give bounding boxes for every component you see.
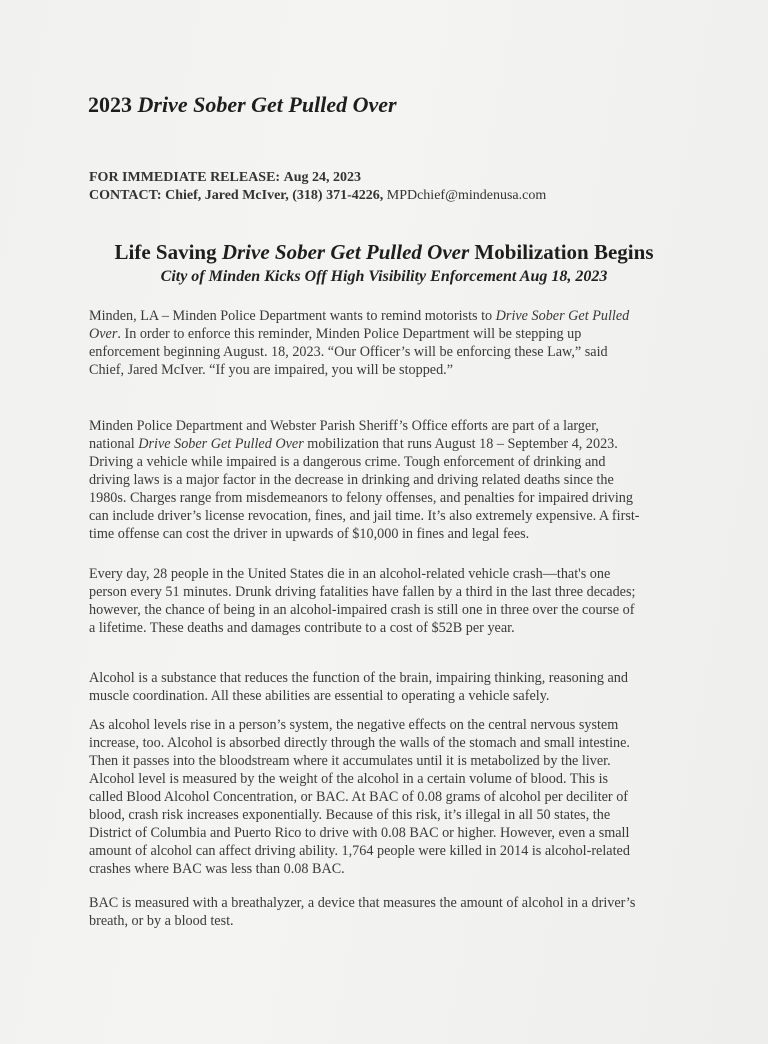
text-line: BAC is measured with a breathalyzer, a device that measures the amount of alcohol in a driver’s	[89, 895, 636, 911]
headline	[0, 240, 768, 265]
text-line: Every day, 28 people in the United States die in an alcohol-related vehicle crash—that's one	[89, 566, 611, 582]
headline-pre: Life Saving	[114, 240, 217, 264]
text-line: can include driver’s license revocation, fines, and jail time. It’s also extremely expensive. A first-	[89, 508, 640, 524]
text-line: Driving a vehicle while impaired is a dangerous crime. Tough enforcement of drinking and	[89, 454, 606, 470]
text-line: As alcohol levels rise in a person’s system, the negative effects on the central nervous system	[89, 717, 619, 733]
text-line: breath, or by a blood test.	[89, 913, 234, 929]
title-campaign: Drive Sober Get Pulled Over	[137, 92, 397, 117]
title-year: 2023	[88, 92, 132, 117]
release-label: FOR IMMEDIATE RELEASE:	[89, 170, 281, 185]
text-line: blood, crash risk increases exponentially. Because of this risk, it’s illegal in all 50 states, the	[89, 807, 611, 823]
text-run: . In order to enforce this reminder, Minden Police Department will be stepping up	[117, 326, 582, 342]
release-line	[89, 170, 361, 186]
paragraph-3	[89, 565, 689, 637]
text-line: a lifetime. These deaths and damages contribute to a cost of $52B per year.	[89, 620, 515, 636]
text-line: District of Columbia and Puerto Rico to drive with 0.08 BAC or higher. However, even a small	[89, 825, 630, 841]
contact-name: Chief, Jared McIver	[165, 188, 286, 203]
paragraph-1	[89, 307, 689, 379]
text-run: Minden, LA – Minden Police Department wants to remind motorists to	[89, 308, 493, 324]
text-line: time offense can cost the driver in upwards of $10,000 in fines and legal fees.	[89, 526, 530, 542]
italic-run: Over	[89, 326, 118, 342]
headline-post: Mobilization Begins	[474, 240, 654, 264]
text-line: driving laws is a major factor in the decrease in drinking and driving related deaths since the	[89, 472, 614, 488]
text-line: Alcohol level is measured by the weight of the alcohol in a certain volume of blood. This is	[89, 771, 609, 787]
contact-phone: , (318) 371-4226,	[285, 188, 384, 203]
paragraph-6	[89, 894, 689, 930]
headline-campaign: Drive Sober Get Pulled Over	[221, 240, 470, 264]
text-line: person every 51 minutes. Drunk driving fatalities have fallen by a third in the last three decades;	[89, 584, 636, 600]
text-line: called Blood Alcohol Concentration, or BAC. At BAC of 0.08 grams of alcohol per deciliter of	[89, 789, 629, 805]
text-line: Minden Police Department and Webster Parish Sheriff’s Office efforts are part of a larger,	[89, 418, 599, 434]
text-line: 1980s. Charges range from misdemeanors to felony offenses, and penalties for impaired driving	[89, 490, 633, 506]
text-line: increase, too. Alcohol is absorbed directly through the walls of the stomach and small intestine.	[89, 735, 630, 751]
text-line: however, the chance of being in an alcohol-impaired crash is still one in three over the course of	[89, 602, 635, 618]
text-line	[89, 307, 689, 325]
text-line: Then it passes into the bloodstream where it accumulates until it is metabolized by the liver.	[89, 753, 611, 769]
text-line: enforcement beginning August. 18, 2023. “Our Officer’s will be enforcing these Law,” said	[89, 344, 608, 360]
italic-run: Drive Sober Get Pulled Over	[138, 436, 304, 452]
text-run: mobilization that runs August 18 – September 4, 2023.	[307, 436, 618, 452]
paragraph-2	[89, 417, 689, 543]
release-date: Aug 24, 2023	[283, 170, 361, 185]
document-title	[88, 92, 397, 118]
text-line: crashes where BAC was less than 0.08 BAC.	[89, 861, 345, 877]
contact-email: MPDchief@mindenusa.com	[386, 188, 547, 203]
text-line	[89, 435, 689, 453]
text-line: Alcohol is a substance that reduces the function of the brain, impairing thinking, reasoning and	[89, 670, 628, 686]
text-line	[89, 325, 689, 343]
paragraph-4	[89, 669, 689, 705]
subheadline: City of Minden Kicks Off High Visibility Enforcement Aug 18, 2023	[160, 268, 608, 285]
paragraph-5	[89, 716, 689, 878]
text-line: muscle coordination. All these abilities are essential to operating a vehicle safely.	[89, 688, 550, 704]
text-run: national	[89, 436, 135, 452]
text-line: Chief, Jared McIver. “If you are impaired, you will be stopped.”	[89, 362, 454, 378]
contact-label: CONTACT:	[89, 188, 162, 203]
contact-line	[89, 188, 546, 204]
text-line: amount of alcohol can affect driving ability. 1,764 people were killed in 2014 is alcohol-related	[89, 843, 630, 859]
italic-run: Drive Sober Get Pulled	[495, 308, 630, 324]
